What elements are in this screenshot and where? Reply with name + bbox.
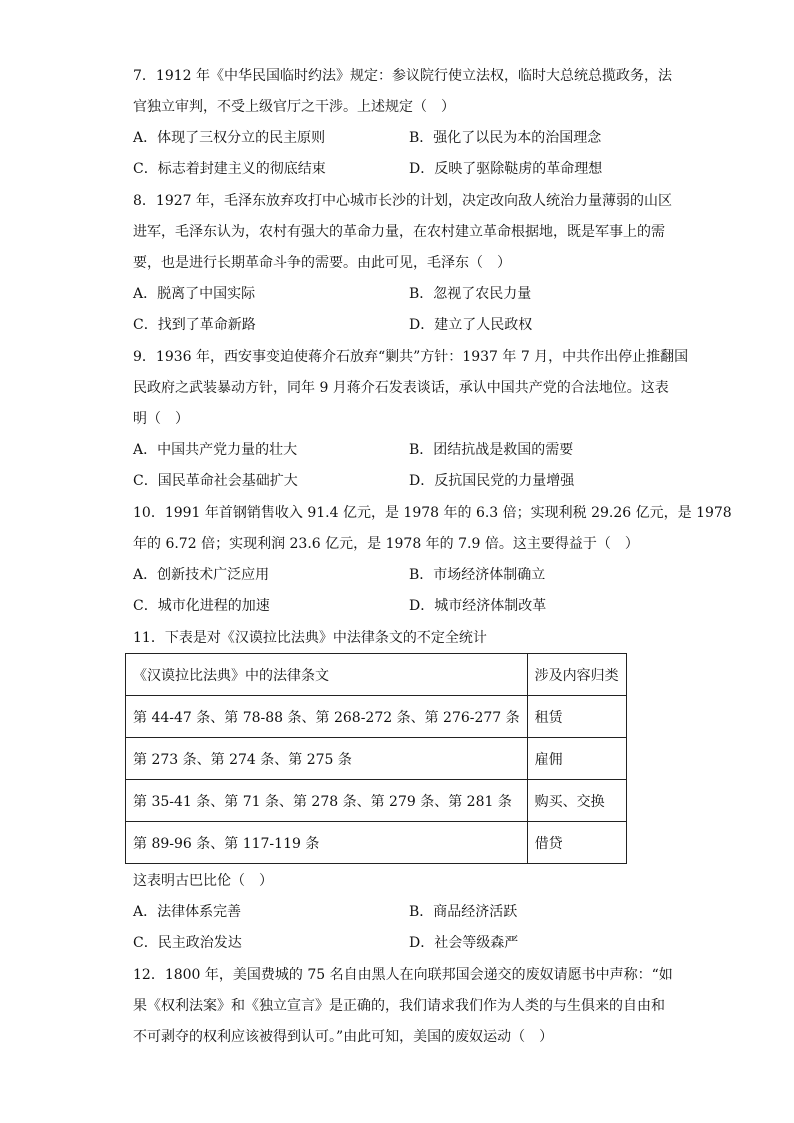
table-cell-articles: 第 35-41 条、第 71 条、第 278 条、第 279 条、第 281 条: [126, 780, 528, 822]
table-header-articles: 《汉谟拉比法典》中的法律条文: [126, 654, 528, 696]
q8-option-b[interactable]: B．忽视了农民力量: [409, 286, 532, 302]
q10-option-b[interactable]: B．市场经济体制确立: [409, 567, 546, 583]
q11-option-d[interactable]: D．社会等级森严: [409, 935, 519, 951]
q7-option-a[interactable]: A．体现了三权分立的民主原则: [133, 130, 326, 146]
table-header-row: [126, 654, 627, 696]
table-row: [126, 780, 627, 822]
q7-stem-line-2: 官独立审判，不受上级官厅之干涉。上述规定（ ）: [133, 99, 455, 115]
q12-stem-line-3: 不可剥夺的权利应该被得到认可。”由此可知，美国的废奴运动（ ）: [133, 1029, 554, 1045]
q7-option-b[interactable]: B．强化了以民为本的治国理念: [409, 130, 602, 146]
q12-stem-line-2: 果《权利法案》和《独立宣言》是正确的，我们请求我们作为人类的与生俱来的自由和: [133, 998, 665, 1014]
q11-intro: 11．下表是对《汉谟拉比法典》中法律条文的不定全统计: [133, 630, 487, 646]
q9-stem-line-1: 9．1936 年，西安事变迫使蒋介石放弃“剿共”方针：1937 年 7 月，中共作出停止推翻国: [133, 349, 689, 365]
table-cell-category: 借贷: [527, 822, 626, 864]
q9-option-a[interactable]: A．中国共产党力量的壮大: [133, 442, 298, 458]
q7-option-d[interactable]: D．反映了驱除鞑虏的革命理想: [409, 161, 603, 177]
table-cell-articles: 第 273 条、第 274 条、第 275 条: [126, 738, 528, 780]
q8-option-d[interactable]: D．建立了人民政权: [409, 317, 533, 333]
table-row: [126, 738, 627, 780]
table-row: [126, 696, 627, 738]
hammurabi-statistics-table: [125, 653, 627, 864]
q11-option-b[interactable]: B．商品经济活跃: [409, 904, 518, 920]
q10-stem-line-2: 年的 6.72 倍；实现利润 23.6 亿元，是 1978 年的 7.9 倍。这主要得益于（ ）: [133, 536, 639, 552]
q10-option-c[interactable]: C．城市化进程的加速: [133, 598, 270, 614]
q10-option-d[interactable]: D．城市经济体制改革: [409, 598, 547, 614]
table-cell-articles: 第 44-47 条、第 78-88 条、第 268-272 条、第 276-277 条: [126, 696, 528, 738]
q8-stem-line-3: 要，也是进行长期革命斗争的需要。由此可见，毛泽东（ ）: [133, 255, 511, 271]
q11-stem-after-table: 这表明古巴比伦（ ）: [133, 873, 273, 889]
q7-stem-line-1: 7．1912 年《中华民国临时约法》规定：参议院行使立法权，临时大总统总揽政务，法: [133, 68, 672, 84]
q8-option-c[interactable]: C．找到了革命新路: [133, 317, 256, 333]
q9-option-c[interactable]: C．国民革命社会基础扩大: [133, 473, 298, 489]
q9-stem-line-2: 民政府之武装暴动方针，同年 9 月蒋介石发表谈话，承认中国共产党的合法地位。这表: [133, 380, 669, 396]
q9-option-d[interactable]: D．反抗国民党的力量增强: [409, 473, 575, 489]
q10-stem-line-1: 10．1991 年首钢销售收入 91.4 亿元，是 1978 年的 6.3 倍；实现利税 29.26 亿元，是 1978: [133, 505, 732, 521]
q8-option-a[interactable]: A．脱离了中国实际: [133, 286, 256, 302]
table-cell-category: 雇佣: [527, 738, 626, 780]
q9-stem-line-3: 明（ ）: [133, 411, 189, 427]
table-cell-category: 租赁: [527, 696, 626, 738]
table-row: [126, 822, 627, 864]
q9-option-b[interactable]: B．团结抗战是救国的需要: [409, 442, 574, 458]
table-header-category: 涉及内容归类: [527, 654, 626, 696]
table-cell-articles: 第 89-96 条、第 117-119 条: [126, 822, 528, 864]
q12-stem-line-1: 12．1800 年，美国费城的 75 名自由黑人在向联邦国会递交的废奴请愿书中声称：“如: [133, 967, 673, 983]
q8-stem-line-2: 进军，毛泽东认为，农村有强大的革命力量，在农村建立革命根据地，既是军事上的需: [133, 224, 665, 240]
q10-option-a[interactable]: A．创新技术广泛应用: [133, 567, 270, 583]
q11-option-a[interactable]: A．法律体系完善: [133, 904, 242, 920]
q8-stem-line-1: 8．1927 年，毛泽东放弃攻打中心城市长沙的计划，决定改向敌人统治力量薄弱的山区: [133, 193, 672, 209]
table-cell-category: 购买、交换: [527, 780, 626, 822]
q11-option-c[interactable]: C．民主政治发达: [133, 935, 242, 951]
q7-option-c[interactable]: C．标志着封建主义的彻底结束: [133, 161, 326, 177]
